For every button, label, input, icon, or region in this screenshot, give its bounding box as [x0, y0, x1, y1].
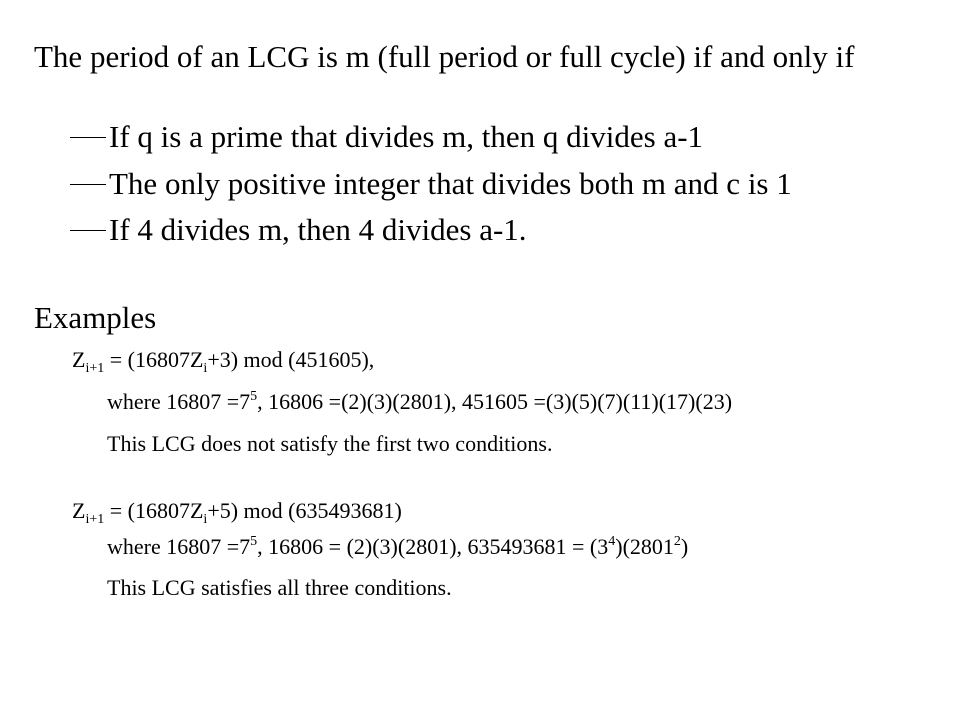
- eq-part-b: +3) mod (451605),: [207, 347, 375, 372]
- where-exponent: 5: [250, 534, 258, 549]
- where-exponent: 5: [250, 389, 258, 404]
- examples-title: Examples: [34, 300, 157, 335]
- where-part-b: , 16806 = (2)(3)(2801), 635493681 = (3: [257, 534, 609, 559]
- condition-item: [70, 121, 703, 152]
- example1-note: This LCG does not satisfy the first two conditions.: [107, 431, 553, 456]
- dash-bullet-icon: [70, 184, 106, 185]
- where-part-c: )(2801: [615, 534, 674, 559]
- condition-text: If q is a prime that divides m, then q divides a-1: [109, 119, 704, 154]
- where-part-a: where 16807 =7: [107, 534, 251, 559]
- condition-text: The only positive integer that divides both m and c is 1: [109, 166, 792, 201]
- example1-equation: [72, 347, 375, 376]
- example1-where: [107, 391, 732, 413]
- where-part-d: ): [680, 534, 689, 559]
- example2-where: [107, 536, 688, 558]
- eq-z-subscript: i+1: [85, 512, 105, 527]
- eq-zi-subscript: i: [203, 512, 208, 527]
- where-exponent-2: 4: [608, 534, 616, 549]
- condition-item: [70, 214, 527, 245]
- dash-bullet-icon: [70, 137, 106, 138]
- slide-heading: The period of an LCG is m (full period or full cycle) if and only if: [34, 39, 855, 74]
- eq-part-a: = (16807Z: [104, 498, 204, 523]
- eq-part-a: = (16807Z: [104, 347, 204, 372]
- eq-part-b: +5) mod (635493681): [207, 498, 402, 523]
- where-exponent-3: 2: [673, 534, 681, 549]
- dash-bullet-icon: [70, 230, 106, 231]
- condition-item: [70, 168, 792, 199]
- eq-z-subscript: i+1: [85, 361, 105, 376]
- condition-text: If 4 divides m, then 4 divides a-1.: [109, 212, 527, 247]
- eq-zi-subscript: i: [203, 361, 208, 376]
- example2-equation: [72, 498, 402, 527]
- eq-z: Z: [72, 498, 86, 523]
- where-part-a: where 16807 =7: [107, 389, 251, 414]
- where-part-b: , 16806 =(2)(3)(2801), 451605 =(3)(5)(7)(11)(17)(23): [257, 389, 733, 414]
- eq-z: Z: [72, 347, 86, 372]
- example2-note: This LCG satisfies all three conditions.: [107, 575, 452, 600]
